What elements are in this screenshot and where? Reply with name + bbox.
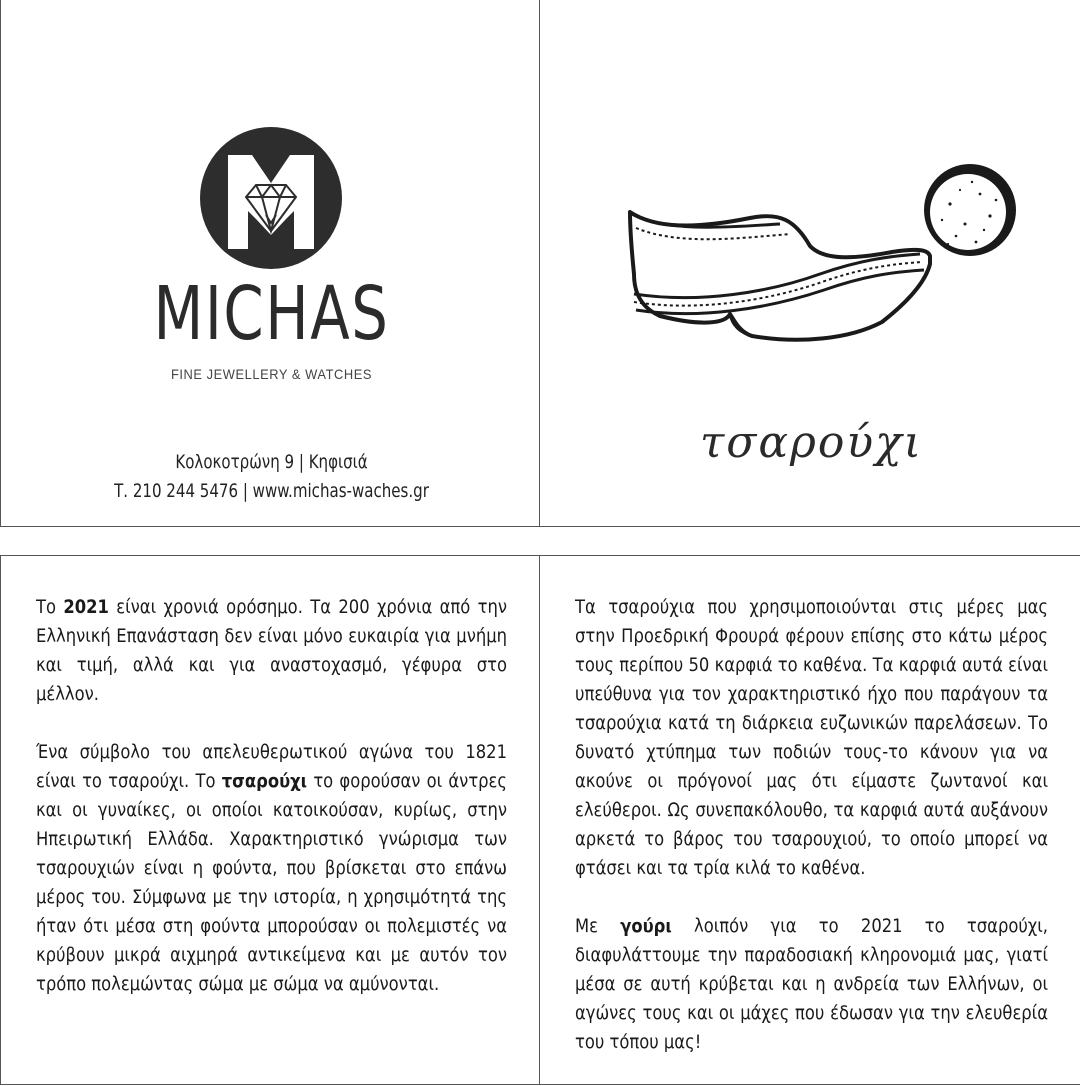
paragraph-luck-prefix: Με <box>575 916 621 937</box>
tradition-text <box>575 593 1048 1086</box>
gouri-highlight: γούρι <box>620 916 672 937</box>
paragraph-presidential-guard: Τα τσαρούχια που χρησιμοποιούνται στις μέρες μας στην Προεδρική Φρουρά φέρουν επίσης στο κάτω μέρος τους περίπου 50 καρφιά το καθένα. Τα καρφιά αυτά είναι υπεύθυνα για τον χαρακτηριστικό ήχο που παράγουν τα τσαρούχια κατά τη διάρκεια ευζωνικών παρελάσεων. Το δυνατό χτύπημα των ποδιών τους-το κάνουν για να ακούνε οι πρόγονοί μας ότι είμαστε ζωντανοί και ελεύθεροι. Ως συνεπακόλουθο, τα καρφιά αυτά αυξάνουν αρκετά το βάρος του τσαρουχιού, το οποίο μπορεί να φτάσει και τα τρία κιλά το καθένα. <box>575 597 1048 879</box>
paragraph-year-prefix: Το <box>36 597 64 618</box>
brand-name: MICHAS <box>153 271 390 357</box>
illustration-caption: τσαρούχι <box>699 417 924 468</box>
store-address: Κολοκοτρώνη 9 | Κηφισιά <box>175 451 368 473</box>
illustration-card <box>539 0 1080 527</box>
year-highlight: 2021 <box>63 597 109 618</box>
paragraph-luck <box>575 912 1048 1057</box>
phone-and-website: Τ. 210 244 5476 | www.michas-waches.gr <box>114 480 429 502</box>
paragraph-year-rest: είναι χρονιά ορόσημο. Τα 200 χρόνια από την Ελληνική Επανάσταση δεν είναι μόνο ευκαιρία για μνήμη και τιμή, αλλά και για αναστοχασμό, γέφυρα στο μέλλον. <box>36 597 507 705</box>
brand-tagline: FINE JEWELLERY & WATCHES <box>170 366 372 382</box>
history-text-card <box>0 555 541 1085</box>
paragraph-year <box>36 593 507 709</box>
brand-card <box>0 0 541 527</box>
paragraph-symbol-prefix: Ένα σύμβολο του απελευθερωτικού αγώνα του 1821 είναι το τσαρούχι. Το <box>36 742 507 792</box>
paragraph-symbol-rest: το φορούσαν οι άντρες και οι γυναίκες, οι οποίοι κατοικούσαν, κυρίως, στην Ηπειρωτική Ελλάδα. Χαρακτηριστικό γνώρισμα των τσαρουχιών είναι η φούντα, που βρίσκεται στο επάνω μέρος του. Σύμφωνα με την ιστορία, η χρησιμότητά της ήταν ότι μέσα στη φούντα μπορούσαν οι πολεμιστές να κρύβουν μικρά αιχμηρά αντικείμενα και με αυτόν τον τρόπο πολεμώντας σώμα με σώμα να αμύνονται. <box>36 771 507 995</box>
michas-logo-icon <box>200 127 342 269</box>
tradition-text-card <box>539 555 1080 1085</box>
history-text <box>36 593 507 1028</box>
tsarouchi-shoe-icon <box>620 154 1020 354</box>
paragraph-symbol <box>36 738 507 999</box>
paragraph-luck-rest: λοιπόν για το 2021 το τσαρούχι, διαφυλάττουμε την παραδοσιακή κληρονομιά μας, γιατί μέσα σε αυτή κρύβεται και η ανδρεία των Ελλήνων, οι αγώνες τους και οι μάχες που έδωσαν για την ελευθερία του τόπου μας! <box>575 916 1048 1053</box>
tsarouchi-highlight: τσαρούχι <box>221 771 308 792</box>
